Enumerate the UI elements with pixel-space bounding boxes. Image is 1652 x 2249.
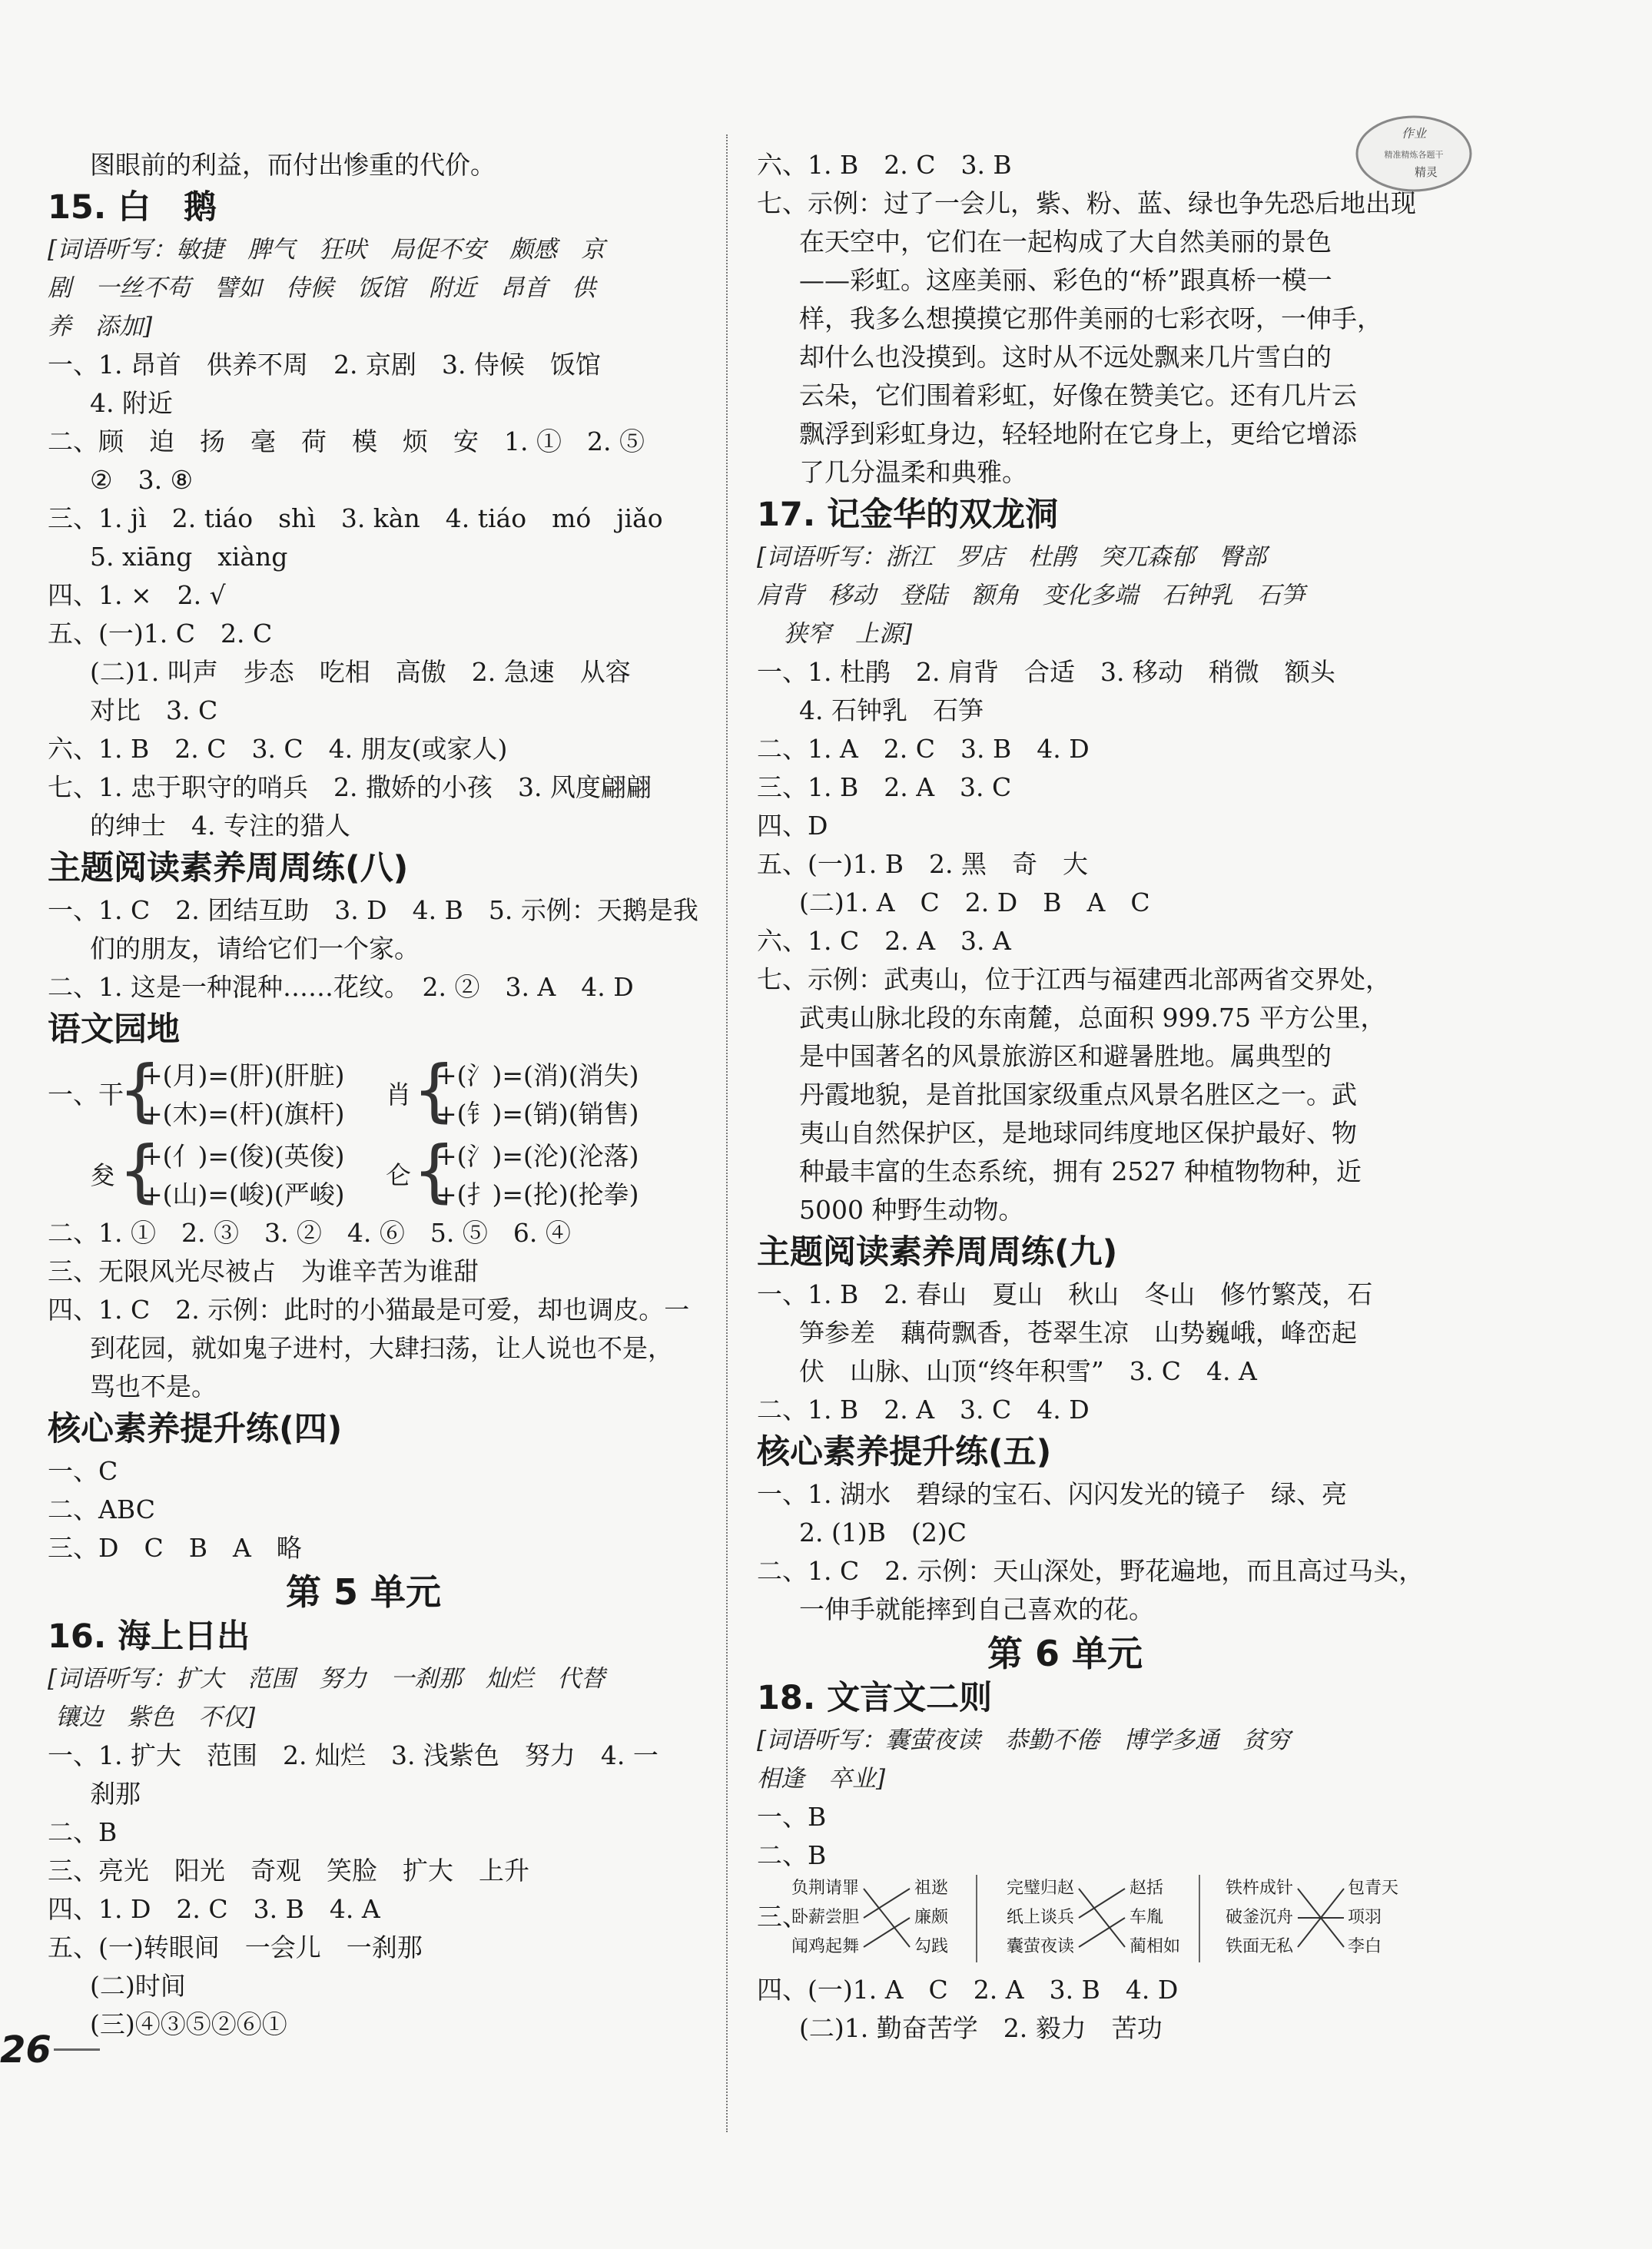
vocab-dictation: [词语听写：囊萤夜读 恭勤不倦 博学多通 贫穷 bbox=[757, 1727, 1291, 1754]
answer-line: 四、D bbox=[757, 811, 828, 841]
vocab-dictation: [词语听写：扩大 范围 努力 一刹那 灿烂 代替 bbox=[48, 1665, 605, 1693]
root-char: 夋 bbox=[90, 1160, 115, 1190]
lesson-title: 18. 文言文二则 bbox=[757, 1679, 993, 1717]
answer-line: 二、1. ① 2. ③ 3. ② 4. ⑥ 5. ⑤ 6. ④ bbox=[48, 1218, 571, 1248]
answer-line: 一、1. C 2. 团结互助 3. D 4. B 5. 示例：天鹅是我 bbox=[48, 895, 698, 925]
section-title: 语文园地 bbox=[48, 1010, 180, 1049]
answer-line: 5000 种野生动物。 bbox=[799, 1195, 1024, 1225]
composition-row: +(扌)=(抡)(抡拳) bbox=[436, 1179, 639, 1209]
match-left-item: 破釜沉舟 bbox=[1226, 1908, 1294, 1927]
group-separator bbox=[976, 1875, 977, 1962]
answer-line: 种最丰富的生态系统，拥有 2527 种植物物种，近 bbox=[799, 1156, 1362, 1186]
answer-line: (二)时间 bbox=[90, 1971, 186, 2001]
root-char: 仑 bbox=[386, 1160, 411, 1190]
answer-line: 三、D C B A 略 bbox=[48, 1533, 302, 1563]
vocab-dictation: [词语听写：浙江 罗店 杜鹃 突兀森郁 臀部 bbox=[757, 543, 1267, 571]
answer-line: 三、 bbox=[757, 1902, 808, 1932]
answer-line: ② 3. ⑧ bbox=[90, 465, 194, 495]
page-number: 26 bbox=[0, 2028, 51, 2072]
brace-icon: { bbox=[118, 1050, 161, 1129]
answer-line: 4. 附近 bbox=[90, 388, 173, 418]
answer-line: 一、1. 杜鹃 2. 肩背 合适 3. 移动 稍微 额头 bbox=[757, 657, 1335, 687]
match-left-item: 负荆请罪 bbox=[791, 1879, 860, 1898]
matching-exercise bbox=[791, 1875, 1398, 1967]
answer-line: 五、(一)转眼间 一会儿 一刹那 bbox=[48, 1932, 423, 1962]
answer-line: 在天空中，它们在一起构成了大自然美丽的景色 bbox=[799, 227, 1332, 257]
lesson-title: 15. 白 鹅 bbox=[48, 188, 217, 227]
answer-line: 七、1. 忠于职守的哨兵 2. 撒娇的小孩 3. 风度翩翩 bbox=[48, 772, 652, 802]
group-separator bbox=[1199, 1875, 1200, 1962]
section-title: 主题阅读素养周周练(九) bbox=[757, 1233, 1118, 1272]
composition-row: +(亻)=(俊)(英俊) bbox=[141, 1141, 345, 1171]
vocab-dictation: 肩背 移动 登陆 额角 变化多端 石钟乳 石笋 bbox=[757, 582, 1305, 609]
brace-icon: { bbox=[118, 1131, 161, 1210]
match-left-item: 铁杵成针 bbox=[1226, 1879, 1294, 1898]
answer-line: 四、(一)1. A C 2. A 3. B 4. D bbox=[757, 1975, 1179, 2005]
answer-line: 武夷山脉北段的东南麓，总面积 999.75 平方公里， bbox=[799, 1003, 1386, 1033]
unit-title: 第 6 单元 bbox=[987, 1633, 1143, 1674]
answer-line: 到花园，就如鬼子进村，大肆扫荡，让人说也不是， bbox=[90, 1333, 673, 1363]
answer-line: 一、C bbox=[48, 1456, 118, 1486]
root-char: 一、干 bbox=[48, 1080, 124, 1110]
svg-text:作业: 作业 bbox=[1401, 126, 1427, 141]
answer-line: 却什么也没摸到。这时从不远处飘来几片雪白的 bbox=[799, 342, 1332, 372]
section-title: 核心素养提升练(五) bbox=[757, 1433, 1052, 1471]
answer-line: 4. 石钟乳 石笋 bbox=[799, 695, 984, 725]
unit-title: 第 5 单元 bbox=[286, 1571, 442, 1613]
answer-line: 丹霞地貌，是首批国家级重点风景名胜区之一。武 bbox=[799, 1080, 1357, 1110]
match-right-item: 祖逖 bbox=[914, 1879, 949, 1898]
answer-line: 一、1. 湖水 碧绿的宝石、闪闪发光的镜子 绿、亮 bbox=[757, 1479, 1347, 1509]
vocab-dictation: 狭窄 上源] bbox=[784, 620, 913, 648]
answer-line: 夷山自然保护区，是地球同纬度地区保护最好、物 bbox=[799, 1118, 1357, 1148]
match-right-item: 勾践 bbox=[914, 1937, 949, 1956]
composition-row: +(氵)=(沦)(沦落) bbox=[436, 1141, 639, 1171]
answer-line: 一、1. 昂首 供养不周 2. 京剧 3. 侍候 饭馆 bbox=[48, 350, 601, 380]
root-char: 肖 bbox=[386, 1080, 411, 1110]
answer-line: (二)1. A C 2. D B A C bbox=[799, 887, 1150, 917]
answer-line: (二)1. 勤奋苦学 2. 毅力 苦功 bbox=[799, 2013, 1163, 2043]
answer-line: 四、1. C 2. 示例：此时的小猫最是可爱，却也调皮。一 bbox=[48, 1295, 690, 1325]
answer-line: 四、1. × 2. √ bbox=[48, 580, 226, 610]
answer-line: 五、(一)1. B 2. 黑 奇 大 bbox=[757, 849, 1088, 879]
answer-line: (二)1. 叫声 步态 吃相 高傲 2. 急速 从容 bbox=[90, 657, 631, 687]
answer-line: 5. xiāng xiàng bbox=[90, 542, 288, 572]
answer-line: 六、1. B 2. C 3. B bbox=[757, 150, 1012, 180]
answer-line: 云朵，它们围着彩虹，好像在赞美它。还有几片云 bbox=[799, 380, 1357, 410]
match-lines bbox=[862, 1875, 911, 1962]
match-left-item: 卧薪尝胆 bbox=[791, 1908, 860, 1927]
answer-line: 二、B bbox=[757, 1840, 827, 1870]
answer-line: 三、无限风光尽被占 为谁辛苦为谁甜 bbox=[48, 1256, 479, 1286]
composition-row: +(山)=(峻)(严峻) bbox=[141, 1179, 345, 1209]
match-lines bbox=[1077, 1875, 1126, 1962]
vocab-dictation: 相逢 卒业] bbox=[757, 1765, 886, 1793]
match-right-item: 项羽 bbox=[1348, 1908, 1382, 1927]
answer-line: ——彩虹。这座美丽、彩色的“桥”跟真桥一模一 bbox=[799, 265, 1332, 295]
answer-line: 一、1. 扩大 范围 2. 灿烂 3. 浅紫色 努力 4. 一 bbox=[48, 1740, 658, 1770]
answer-line: 图眼前的利益，而付出惨重的代价。 bbox=[90, 150, 496, 180]
answer-line: 二、1. B 2. A 3. C 4. D bbox=[757, 1395, 1090, 1425]
vocab-dictation: 剧 一丝不苟 譬如 侍候 饭馆 附近 昂首 供 bbox=[48, 274, 595, 302]
lesson-title: 16. 海上日出 bbox=[48, 1617, 250, 1656]
answer-line: 三、亮光 阳光 奇观 笑脸 扩大 上升 bbox=[48, 1856, 529, 1886]
answer-line: 五、(一)1. C 2. C bbox=[48, 619, 273, 648]
composition-row: +(月)=(肝)(肝脏) bbox=[141, 1060, 345, 1090]
answer-line: 飘浮到彩虹身边，轻轻地附在它身上，更给它增添 bbox=[799, 419, 1357, 449]
match-right-item: 车胤 bbox=[1130, 1908, 1164, 1927]
answer-line: 六、1. C 2. A 3. A bbox=[757, 926, 1011, 956]
vocab-dictation: [词语听写：敏捷 脾气 狂吠 局促不安 颇感 京 bbox=[48, 236, 605, 264]
answer-line: 是中国著名的风景旅游区和避暑胜地。属典型的 bbox=[799, 1041, 1332, 1071]
match-left-item: 闻鸡起舞 bbox=[791, 1937, 860, 1956]
page-number-rule bbox=[54, 2048, 100, 2051]
publisher-stamp bbox=[1352, 111, 1475, 196]
match-right-item: 廉颇 bbox=[914, 1908, 949, 1927]
column-divider bbox=[726, 134, 728, 2132]
answer-line: 样，我多么想摸摸它那件美丽的七彩衣呀，一伸手， bbox=[799, 304, 1382, 333]
answer-line: 们的朋友，请给它们一个家。 bbox=[90, 934, 420, 964]
match-left-item: 铁面无私 bbox=[1226, 1937, 1294, 1956]
answer-line: 七、示例：过了一会儿，紫、粉、蓝、绿也争先恐后地出现 bbox=[757, 188, 1416, 218]
match-right-item: 蔺相如 bbox=[1130, 1937, 1181, 1956]
answer-line: 二、B bbox=[48, 1817, 118, 1847]
vocab-dictation: 镶边 紫色 不仅] bbox=[55, 1703, 256, 1731]
answer-line: 2. (1)B (2)C bbox=[799, 1518, 967, 1547]
answer-line: 骂也不是。 bbox=[90, 1372, 217, 1401]
match-right-item: 李白 bbox=[1348, 1937, 1382, 1956]
answer-line: 七、示例：武夷山，位于江西与福建西北部两省交界处， bbox=[757, 964, 1391, 994]
answer-line: 二、ABC bbox=[48, 1494, 155, 1524]
lesson-title: 17. 记金华的双龙洞 bbox=[757, 496, 1059, 534]
character-composition-block bbox=[48, 1050, 701, 1210]
answer-line: 二、顾 迫 扬 毫 荷 模 烦 安 1. ① 2. ⑤ bbox=[48, 426, 645, 456]
match-left-item: 纸上谈兵 bbox=[1007, 1908, 1075, 1927]
answer-line: 三、1. jì 2. tiáo shì 3. kàn 4. tiáo mó jiǎo bbox=[48, 503, 663, 533]
match-right-item: 赵括 bbox=[1130, 1879, 1164, 1898]
answer-line: 二、1. 这是一种混种……花纹。 2. ② 3. A 4. D bbox=[48, 972, 634, 1002]
answer-line: 伏 山脉、山顶“终年积雪” 3. C 4. A bbox=[799, 1356, 1257, 1386]
brace-icon: { bbox=[413, 1131, 456, 1210]
answer-line: 笋参差 藕荷飘香，苍翠生凉 山势巍峨，峰峦起 bbox=[799, 1318, 1357, 1348]
answer-line: 的绅士 4. 专注的猎人 bbox=[90, 811, 350, 841]
answer-line: 二、1. A 2. C 3. B 4. D bbox=[757, 734, 1090, 764]
section-title: 核心素养提升练(四) bbox=[48, 1410, 343, 1448]
answer-line: 四、1. D 2. C 3. B 4. A bbox=[48, 1894, 380, 1924]
brace-icon: { bbox=[413, 1050, 456, 1129]
match-left-item: 囊萤夜读 bbox=[1007, 1937, 1075, 1956]
answer-line: 一、1. B 2. 春山 夏山 秋山 冬山 修竹繁茂，石 bbox=[757, 1279, 1373, 1309]
composition-row: +(木)=(杆)(旗杆) bbox=[141, 1099, 345, 1129]
match-lines bbox=[1296, 1875, 1345, 1962]
answer-line: 对比 3. C bbox=[90, 695, 218, 725]
answer-line: 了几分温柔和典雅。 bbox=[799, 457, 1027, 487]
answer-line: (三)④③⑤②⑥① bbox=[90, 2009, 287, 2039]
composition-row: +(钅)=(销)(销售) bbox=[436, 1099, 639, 1129]
answer-line: 三、1. B 2. A 3. C bbox=[757, 772, 1012, 802]
answer-line: 一伸手就能摔到自己喜欢的花。 bbox=[799, 1594, 1154, 1624]
svg-text:精准精炼各题干: 精准精炼各题干 bbox=[1384, 150, 1444, 160]
answer-line: 六、1. B 2. C 3. C 4. 朋友(或家人) bbox=[48, 734, 508, 764]
answer-line: 一、B bbox=[757, 1802, 827, 1832]
match-right-item: 包青天 bbox=[1348, 1879, 1399, 1898]
answer-line: 二、1. C 2. 示例：天山深处，野花遍地，而且高过马头， bbox=[757, 1556, 1425, 1586]
answer-line: 刹那 bbox=[90, 1779, 141, 1809]
vocab-dictation: 养 添加] bbox=[48, 313, 153, 340]
match-left-item: 完璧归赵 bbox=[1007, 1879, 1075, 1898]
section-title: 主题阅读素养周周练(八) bbox=[48, 849, 409, 887]
composition-row: +(氵)=(消)(消失) bbox=[436, 1060, 639, 1090]
svg-text:精灵: 精灵 bbox=[1414, 165, 1438, 179]
